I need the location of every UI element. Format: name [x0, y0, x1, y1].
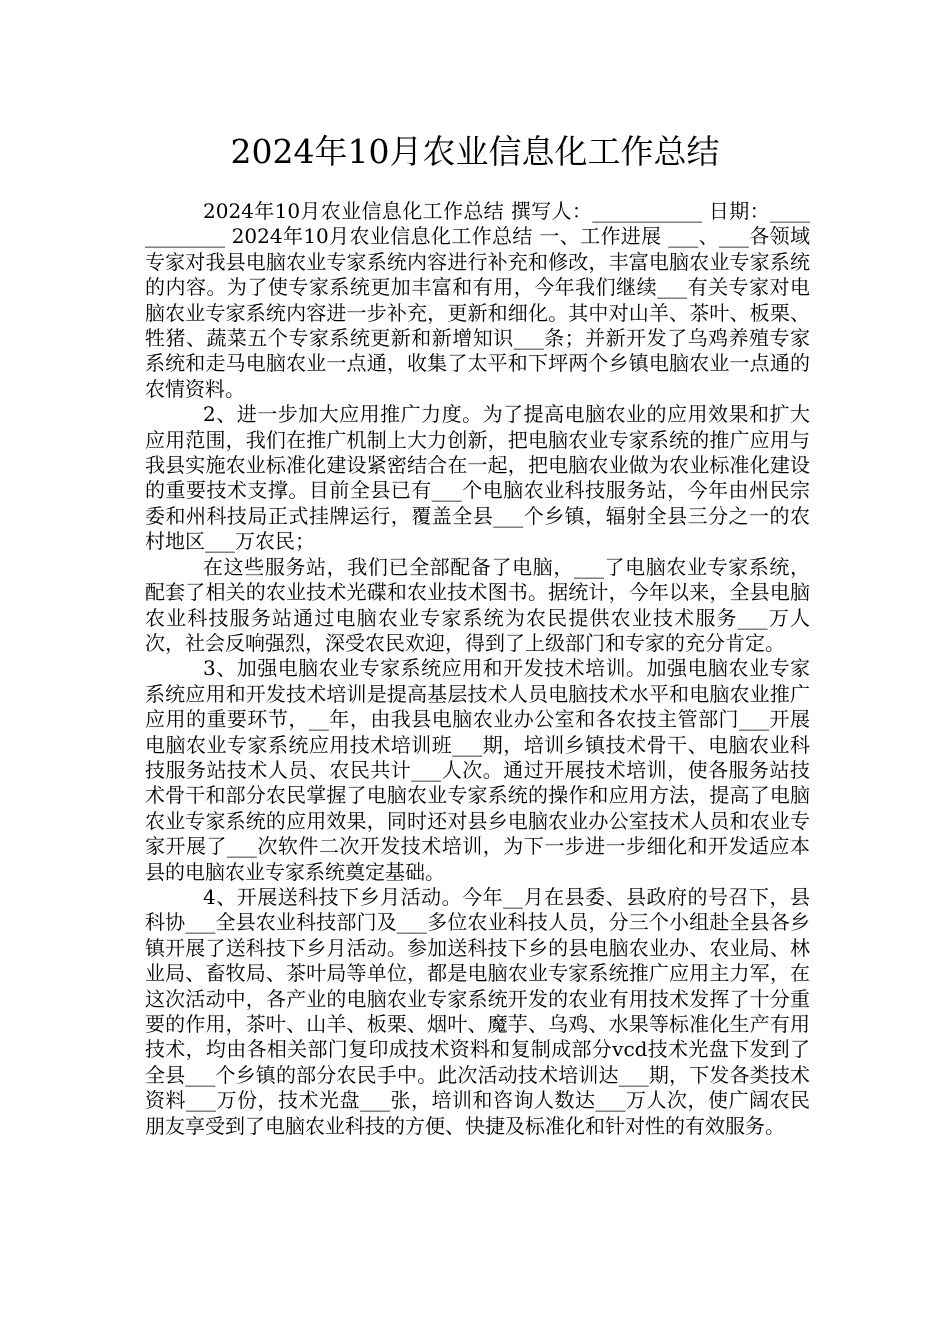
- paragraph-promotion: 2、进一步加大应用推广力度。为了提高电脑农业的应用效果和扩大应用范围，我们在推广机制上大力创新，把电脑农业专家系统的推广应用与我县实施农业标准化建设紧密结合在一起，把电脑农业做为农业标准化建设的重要技术支撑。目前全县已有___个电脑农业科技服务站，今年由州民宗委和州科技局正式挂牌运行，覆盖全县___个乡镇，辐射全县三分之一的农村地区___万农民；: [145, 402, 810, 554]
- paragraph-outreach: 4、开展送科技下乡月活动。今年__月在县委、县政府的号召下，县科协___全县农业科技部门及___多位农业科技人员，分三个小组赴全县各乡镇开展了送科技下乡月活动。参加送科技下乡的县电脑农业办、农业局、林业局、畜牧局、茶叶局等单位，都是电脑农业专家系统推广应用主力军，在这次活动中，各产业的电脑农业专家系统开发的农业有用技术发挥了十分重要的作用，茶叶、山羊、板栗、烟叶、魔芋、乌鸡、水果等标准化生产有用技术，均由各相关部门复印成技术资料和复制成部分vcd技术光盘下发到了全县___个乡镇的部分农民手中。此次活动技术培训达___期，下发各类技术资料___万份，技术光盘___张，培训和咨询人数达___万人次，使广阔农民朋友享受到了电脑农业科技的方便、快捷及标准化和针对性的有效服务。: [145, 884, 810, 1138]
- paragraph-service-stations: 在这些服务站，我们已全部配备了电脑，___了电脑农业专家系统，配套了相关的农业技术光碟和农业技术图书。据统计，今年以来，全县电脑农业科技服务站通过电脑农业专家系统为农民提供农业技术服务___万人次，社会反响强烈，深受农民欢迎，得到了上级部门和专家的充分肯定。: [145, 554, 810, 655]
- document-body: [145, 199, 810, 1139]
- paragraph-training: 3、加强电脑农业专家系统应用和开发技术培训。加强电脑农业专家系统应用和开发技术培训是提高基层技术人员电脑技术水平和电脑农业推广应用的重要环节，__年，由我县电脑农业办公室和各农技主管部门___开展电脑农业专家系统应用技术培训班___期，培训乡镇技术骨干、电脑农业科技服务站技术人员、农民共计___人次。通过开展技术培训，使各服务站技术骨干和部分农民掌握了电脑农业专家系统的操作和应用方法，提高了电脑农业专家系统的应用效果，同时还对县乡电脑农业办公室技术人员和农业专家开展了___次软件二次开发技术培训，为下一步进一步细化和开发适应本县的电脑农业专家系统奠定基础。: [145, 656, 810, 884]
- paragraph-intro: 2024年10月农业信息化工作总结 撰写人：___________ 日期：____________ 2024年10月农业信息化工作总结 一、工作进展 ___、___各领域专家对我县电脑农业专家系统内容进行补充和修改，丰富电脑农业专家系统的内容。为了使专家系统更加丰富和有用，今年我们继续___有关专家对电脑农业专家系统内容进一步补充，更新和细化。其中对山羊、茶叶、板栗、牲猪、蔬菜五个专家系统更新和新增知识___条；并新开发了乌鸡养殖专家系统和走马电脑农业一点通，收集了太平和下坪两个乡镇电脑农业一点通的农情资料。: [145, 199, 810, 401]
- document-title: 2024年10月农业信息化工作总结: [230, 132, 720, 171]
